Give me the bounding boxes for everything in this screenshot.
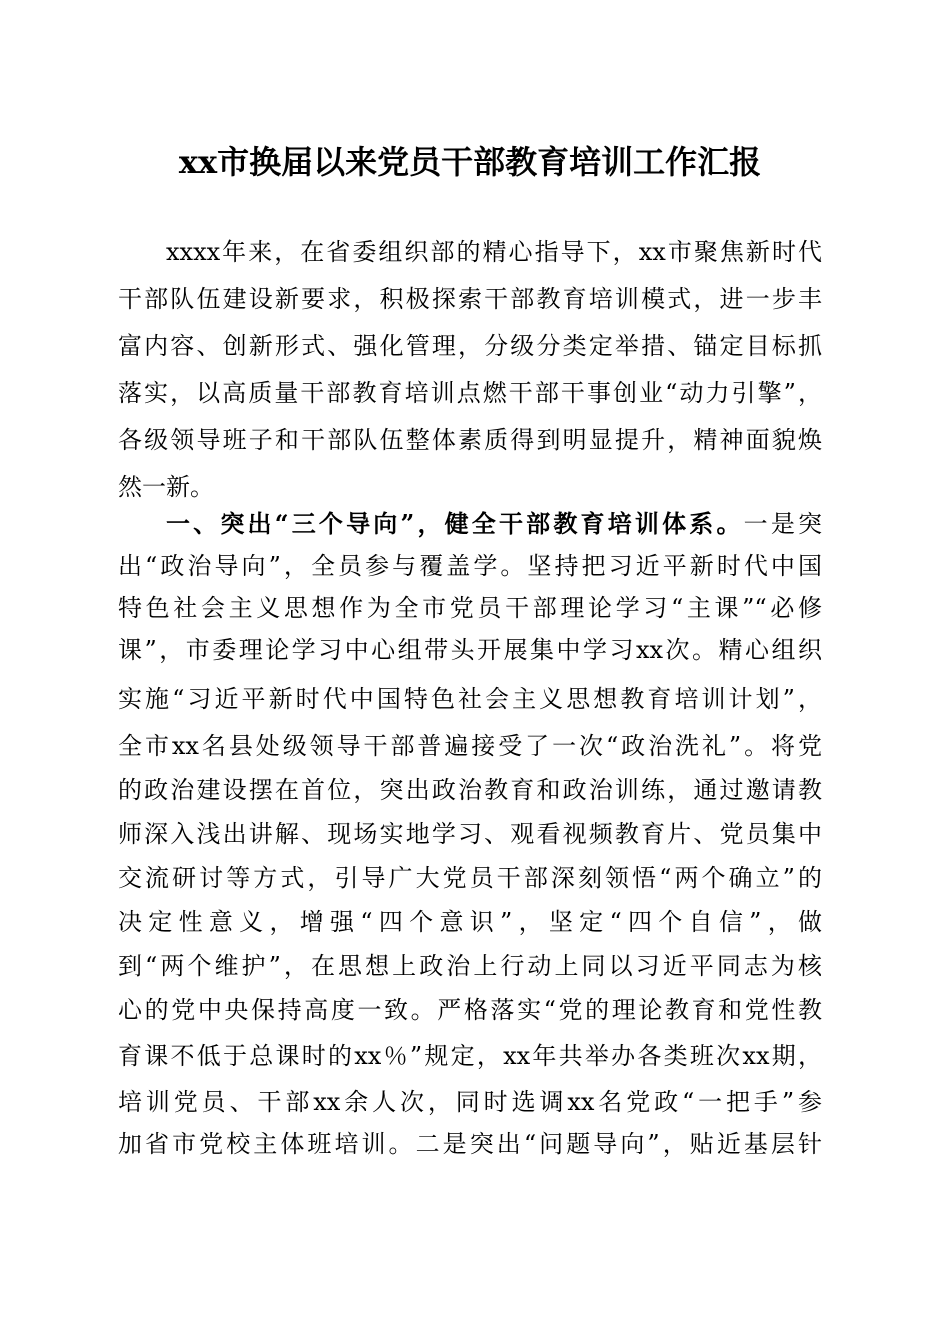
section1-line: 加省市党校主体班培训。二是突出“问题导向”，贴近基层针 — [118, 1130, 822, 1158]
section1-line: 师深入浅出讲解、现场实地学习、观看视频教育片、党员集中 — [118, 820, 822, 848]
section1-line: 决定性意义，增强“四个意识”，坚定“四个自信”，做 — [118, 908, 822, 936]
intro-line: 各级领导班子和干部队伍整体素质得到明显提升，精神面貌焕 — [118, 426, 822, 454]
section1-first-line-rest: 一是突 — [743, 510, 823, 538]
intro-line: 富内容、创新形式、强化管理，分级分类定举措、锚定目标抓 — [118, 332, 822, 360]
intro-line: 落实，以高质量干部教育培训点燃干部干事创业“动力引擎”， — [118, 379, 822, 407]
section1-line: 心的党中央保持高度一致。严格落实“党的理论教育和党性教 — [118, 996, 822, 1024]
section1-line: 的政治建设摆在首位，突出政治教育和政治训练，通过邀请教 — [118, 776, 822, 804]
section1-first-line — [166, 502, 822, 546]
section1-line: 实施“习近平新时代中国特色社会主义思想教育培训计划”， — [118, 685, 822, 713]
section1-line: 课”，市委理论学习中心组带头开展集中学习xx次。精心组织 — [118, 636, 822, 664]
section1-line: 培训党员、干部xx余人次，同时选调xx名党政“一把手”参 — [118, 1088, 822, 1116]
intro-line: xxxx年来，在省委组织部的精心指导下，xx市聚焦新时代 — [166, 238, 822, 266]
intro-line: 然一新。 — [118, 473, 214, 501]
section1-heading: 一、突出“三个导向”，健全干部教育培训体系。 — [166, 509, 744, 538]
section1-line: 出“政治导向”，全员参与覆盖学。坚持把习近平新时代中国 — [118, 552, 822, 580]
section1-line: 育课不低于总课时的xx％”规定，xx年共举办各类班次xx期， — [118, 1042, 822, 1070]
section1-line: 特色社会主义思想作为全市党员干部理论学习“主课”“必修 — [118, 594, 822, 622]
section1-line: 交流研讨等方式，引导广大党员干部深刻领悟“两个确立”的 — [118, 864, 822, 892]
document-title: xx市换届以来党员干部教育培训工作汇报 — [178, 143, 762, 181]
section1-line: 全市xx名县处级领导干部普遍接受了一次“政治洗礼”。将党 — [118, 732, 822, 760]
intro-line: 干部队伍建设新要求，积极探索干部教育培训模式，进一步丰 — [118, 285, 822, 313]
section1-line: 到“两个维护”，在思想上政治上行动上同以习近平同志为核 — [118, 952, 822, 980]
